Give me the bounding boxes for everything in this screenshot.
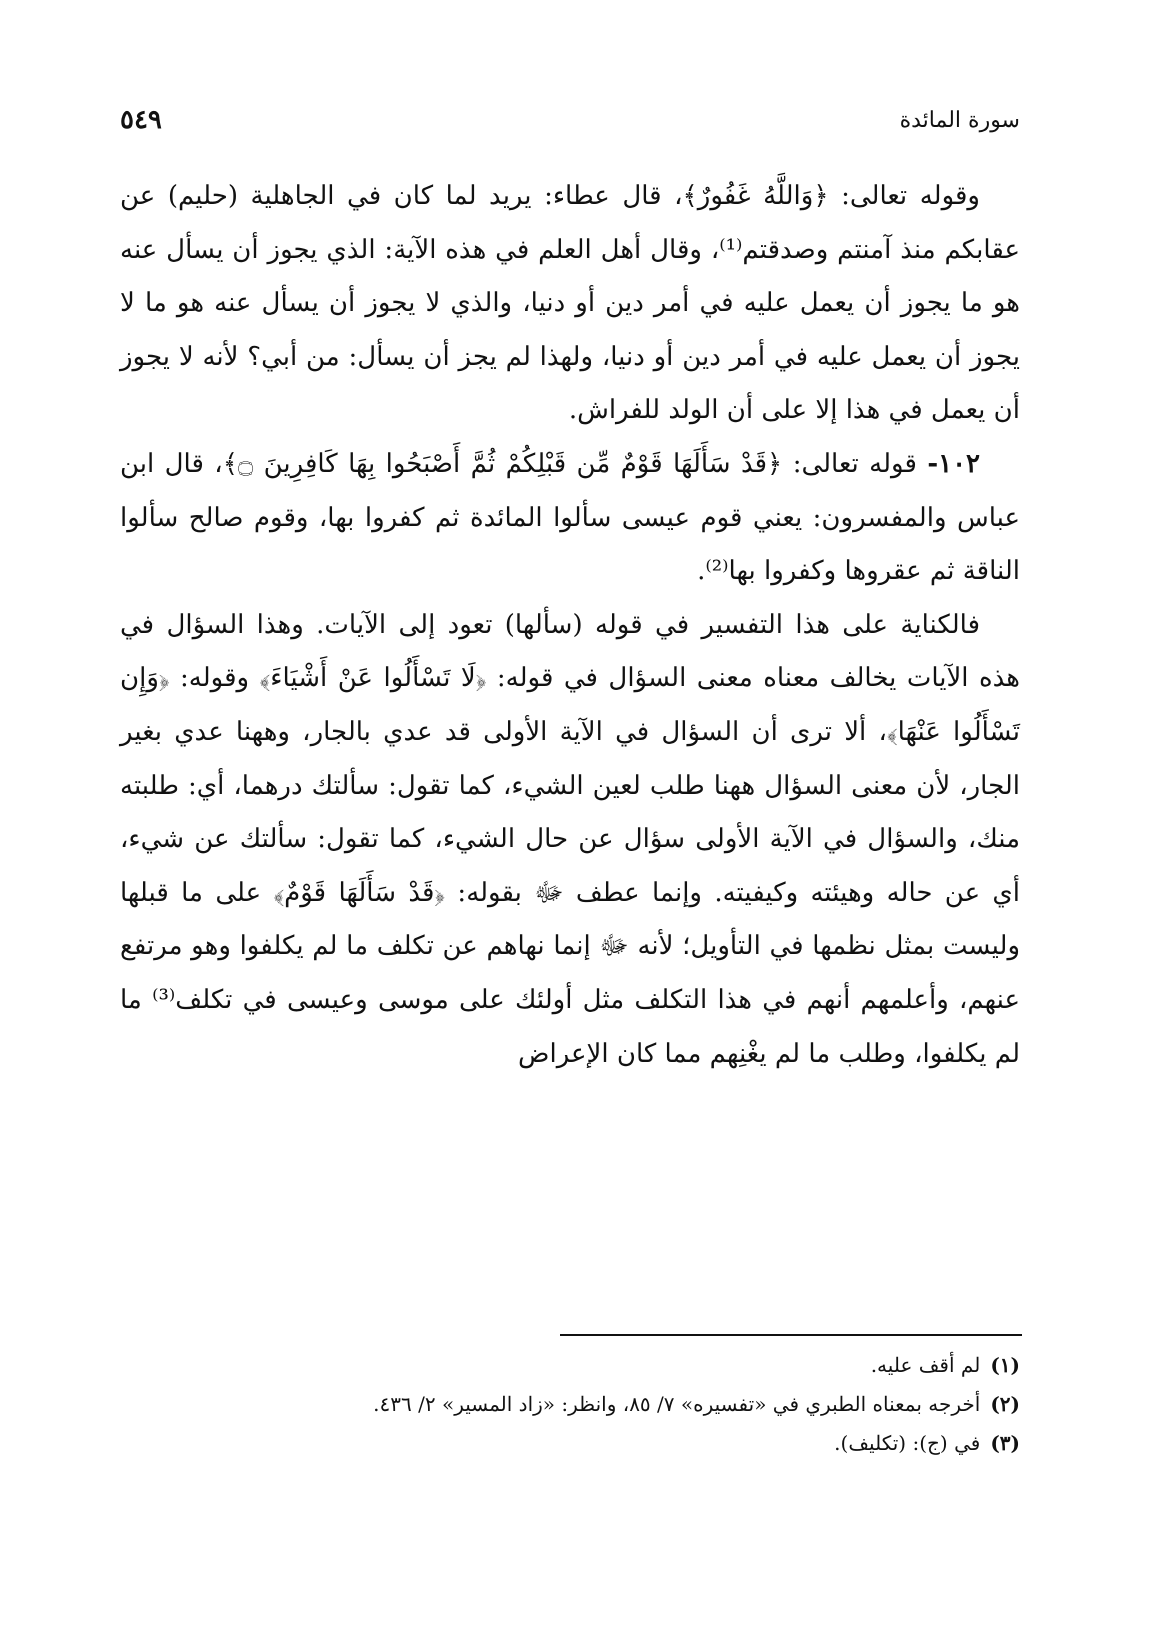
- paragraph-2: [120, 438, 1020, 599]
- footnote-divider: [560, 1334, 1022, 1336]
- page-header: [120, 100, 1020, 140]
- paragraph-2-text: قوله تعالى: ﴿قَدْ سَأَلَهَا قَوْمٌ مِّن قَبْلِكُمْ ثُمَّ أَصْبَحُوا بِهَا كَافِرِينَ ۝﴾، قال ابن عباس والمفسرون: يعني قوم عيسى سألوا المائدة ثم كفروا بها، وقوم صالح سألوا الناقة ثم عقروها وكفروا بها⁽²⁾.: [120, 448, 1020, 587]
- paragraph-3: فالكناية على هذا التفسير في قوله (سألها) تعود إلى الآيات. وهذا السؤال في هذه الآيات يخالف معناه معنى السؤال في قوله: ﴿لَا تَسْأَلُوا عَنْ أَشْيَاءَ﴾ وقوله: ﴿وَإِن تَسْأَلُوا عَنْهَا﴾، ألا ترى أن السؤال في الآية الأولى قد عدي بالجار، وههنا عدي بغير الجار، لأن معنى السؤال ههنا طلب لعين الشيء، كما تقول: سألتك درهما، أي: طلبته منك، والسؤال في الآية الأولى سؤال عن حال الشيء، كما تقول: سألتك عن شيء، أي عن حاله وهيئته وكيفيته. وإنما عطف ﷻ بقوله: ﴿قَدْ سَأَلَهَا قَوْمٌ﴾ على ما قبلها وليست بمثل نظمها في التأويل؛ لأنه ﷻ إنما نهاهم عن تكلف ما لم يكلفوا وهو مرتفع عنهم، وأعلمهم أنهم في هذا التكلف مثل أولئك على موسى وعيسى في تكلف⁽³⁾ ما لم يكلفوا، وطلب ما لم يغْنِهم مما كان الإعراض: [120, 609, 1021, 1069]
- main-text: [120, 170, 1020, 1081]
- footnote-mark: (١): [990, 1353, 1020, 1377]
- footnote-text: لم أقف عليه.: [870, 1353, 981, 1377]
- paragraph-1: وقوله تعالى: ﴿وَاللَّهُ غَفُورٌ﴾، قال عطاء: يريد لما كان في الجاهلية (حليم) عن عقابكم منذ آمنتم وصدقتم⁽¹⁾، وقال أهل العلم في هذه الآية: الذي يجوز أن يسأل عنه هو ما يجوز أن يعمل عليه في أمر دين أو دنيا، والذي لا يجوز أن يسأل عنه هو ما لا يجوز أن يعمل عليه في أمر دين أو دنيا، ولهذا لم يجز أن يسأل: من أبي؟ لأنه لا يجوز أن يعمل في هذا إلا على أن الولد للفراش.: [120, 181, 1020, 426]
- footnote-text: أخرجه بمعناه الطبري في «تفسيره» ٧/ ٨٥، وانظر: «زاد المسير» ٢/ ٤٣٦.: [373, 1392, 981, 1416]
- footnote-mark: (٢): [990, 1392, 1020, 1416]
- footnotes: [120, 1346, 1020, 1463]
- footnote-2: [120, 1385, 1020, 1424]
- footnote-3: [120, 1424, 1020, 1463]
- footnote-text: في (ج): (تكليف).: [834, 1431, 981, 1455]
- footnote-mark: (٣): [990, 1431, 1020, 1455]
- page-number: ٥٤٩: [120, 105, 162, 135]
- surah-title: سورة المائدة: [899, 107, 1020, 133]
- footnote-1: [120, 1346, 1020, 1385]
- verse-number: ١٠٢-: [927, 448, 981, 479]
